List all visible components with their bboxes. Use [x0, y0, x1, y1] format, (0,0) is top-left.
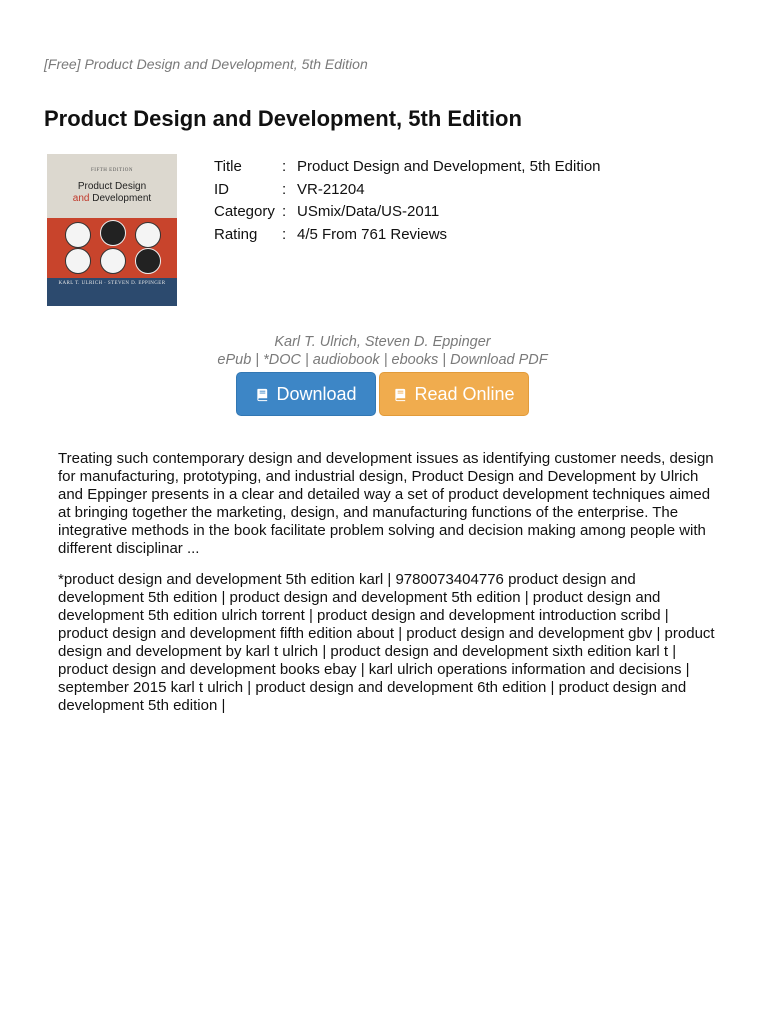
cover-title-and: and [72, 193, 90, 204]
metadata-key: ID [214, 180, 229, 198]
book-icon [393, 387, 408, 402]
cover-product-circle [65, 248, 91, 274]
related-search-tags: *product design and development 5th edition karl | 9780073404776 product design and development 5th edition | product design and development 5th edition | product design and development 5th edition ulrich torrent | product design and development introduction scribd | product design and development fifth edition about | product design and development gbv | product design and development by karl t ulrich | product design and development sixth edition karl t | product design and development books ebay | karl ulrich operations information and decisions | september 2015 karl t ulrich | product design and development 6th edition | product design and development 5th edition | [58, 571, 715, 714]
metadata-row [214, 225, 601, 248]
book-authors: Karl T. Ulrich, Steven D. Eppinger [274, 334, 491, 350]
available-formats: ePub | *DOC | audiobook | ebooks | Download PDF [217, 352, 548, 368]
download-button-label: Download [276, 383, 357, 404]
cover-title-line1: Product Design [77, 181, 147, 192]
book-icon [255, 387, 270, 402]
metadata-value: 4/5 From 761 Reviews [297, 225, 448, 243]
cover-product-circle [65, 222, 91, 248]
metadata-separator: : [282, 180, 287, 198]
metadata-value: VR-21204 [297, 180, 365, 198]
metadata-separator: : [282, 203, 287, 220]
metadata-value: Product Design and Development, 5th Edition [297, 158, 601, 175]
breadcrumb: [Free] Product Design and Development, 5th Edition [44, 56, 368, 72]
cover-edition: FIFTH EDITION [91, 168, 133, 173]
metadata-row [214, 180, 601, 203]
metadata-separator: : [282, 158, 287, 175]
cover-product-circle [100, 248, 126, 274]
metadata-separator: : [282, 225, 287, 243]
metadata-row [214, 202, 601, 225]
metadata-key: Title [214, 158, 242, 175]
page-title: Product Design and Development, 5th Edition [44, 106, 522, 131]
cover-product-circle [135, 222, 161, 248]
book-cover-image [47, 154, 177, 306]
read-online-button[interactable] [379, 372, 529, 416]
metadata-key: Category [214, 203, 275, 220]
book-description: Treating such contemporary design and development issues as identifying customer needs, design for manufacturing, prototyping, and industrial design, Product Design and Development by Ulrich and Eppinger presents in a clear and detailed way a set of product development techniques aimed at bringing together the marketing, design, and manufacturing functions of the enterprise. The integrative methods in the book facilitate problem solving and decision making among people with different disciplinar ... [58, 450, 714, 557]
cover-authors: KARL T. ULRICH · STEVEN D. EPPINGER [58, 281, 166, 286]
metadata-row [214, 157, 601, 180]
cover-product-circle [100, 220, 126, 246]
read-online-button-label: Read Online [414, 383, 515, 404]
metadata-value: USmix/Data/US-2011 [297, 203, 440, 220]
cover-product-circle [135, 248, 161, 274]
book-metadata [214, 157, 601, 247]
metadata-key: Rating [214, 225, 258, 243]
cover-title [47, 181, 177, 205]
download-button[interactable] [236, 372, 376, 416]
cover-title-line2: Development [89, 193, 152, 204]
